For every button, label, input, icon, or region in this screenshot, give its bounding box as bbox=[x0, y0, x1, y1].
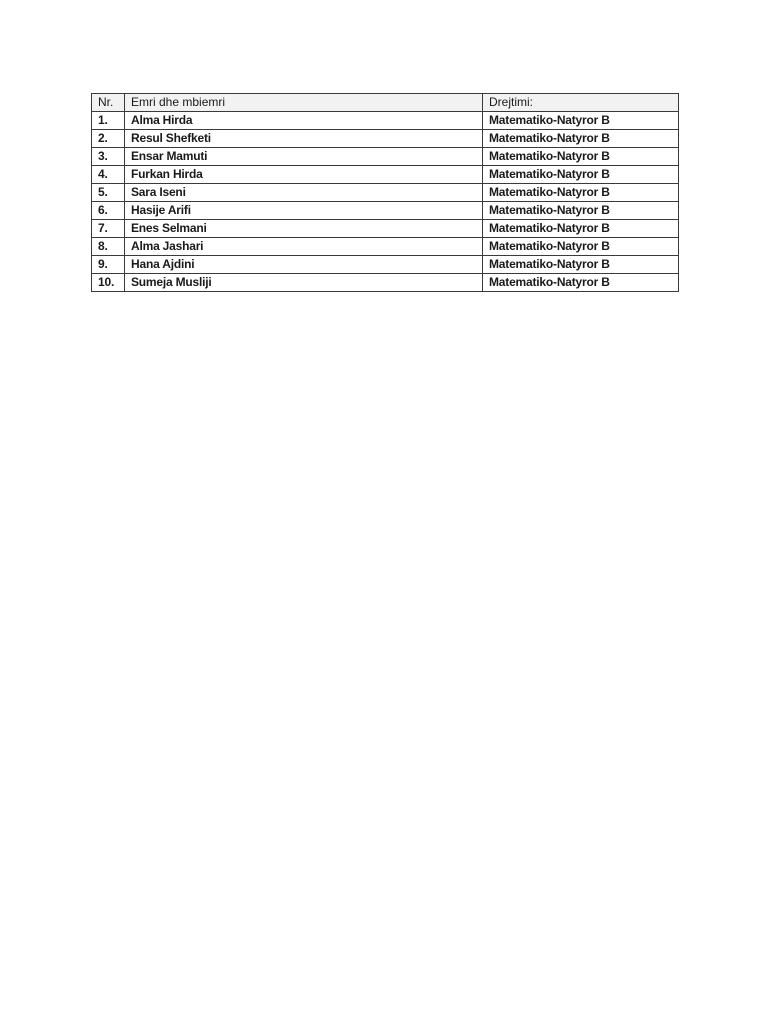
cell-direction: Matematiko-Natyror B bbox=[483, 166, 679, 184]
cell-name: Hana Ajdini bbox=[125, 256, 483, 274]
column-header-direction: Drejtimi: bbox=[483, 94, 679, 112]
cell-direction: Matematiko-Natyror B bbox=[483, 202, 679, 220]
cell-direction: Matematiko-Natyror B bbox=[483, 220, 679, 238]
table-row bbox=[92, 184, 679, 202]
column-header-name: Emri dhe mbiemri bbox=[125, 94, 483, 112]
table-row bbox=[92, 166, 679, 184]
cell-nr: 10. bbox=[92, 274, 125, 292]
cell-direction: Matematiko-Natyror B bbox=[483, 184, 679, 202]
cell-nr: 1. bbox=[92, 112, 125, 130]
table-row bbox=[92, 274, 679, 292]
cell-name: Alma Jashari bbox=[125, 238, 483, 256]
cell-nr: 3. bbox=[92, 148, 125, 166]
table-row bbox=[92, 130, 679, 148]
cell-name: Alma Hirda bbox=[125, 112, 483, 130]
column-header-nr: Nr. bbox=[92, 94, 125, 112]
cell-nr: 7. bbox=[92, 220, 125, 238]
cell-nr: 2. bbox=[92, 130, 125, 148]
cell-name: Resul Shefketi bbox=[125, 130, 483, 148]
cell-name: Sumeja Musliji bbox=[125, 274, 483, 292]
cell-nr: 4. bbox=[92, 166, 125, 184]
table-row bbox=[92, 256, 679, 274]
cell-nr: 6. bbox=[92, 202, 125, 220]
cell-nr: 5. bbox=[92, 184, 125, 202]
cell-direction: Matematiko-Natyror B bbox=[483, 148, 679, 166]
table-body bbox=[92, 112, 679, 292]
table-row bbox=[92, 148, 679, 166]
cell-direction: Matematiko-Natyror B bbox=[483, 256, 679, 274]
student-roster-table bbox=[91, 93, 679, 292]
cell-name: Hasije Arifi bbox=[125, 202, 483, 220]
cell-direction: Matematiko-Natyror B bbox=[483, 130, 679, 148]
cell-direction: Matematiko-Natyror B bbox=[483, 274, 679, 292]
cell-name: Furkan Hirda bbox=[125, 166, 483, 184]
cell-nr: 9. bbox=[92, 256, 125, 274]
header-row bbox=[92, 94, 679, 112]
cell-name: Ensar Mamuti bbox=[125, 148, 483, 166]
cell-name: Enes Selmani bbox=[125, 220, 483, 238]
table-header bbox=[92, 94, 679, 112]
cell-direction: Matematiko-Natyror B bbox=[483, 238, 679, 256]
table-row bbox=[92, 202, 679, 220]
table-row bbox=[92, 220, 679, 238]
cell-nr: 8. bbox=[92, 238, 125, 256]
table-row bbox=[92, 238, 679, 256]
cell-direction: Matematiko-Natyror B bbox=[483, 112, 679, 130]
table-row bbox=[92, 112, 679, 130]
cell-name: Sara Iseni bbox=[125, 184, 483, 202]
